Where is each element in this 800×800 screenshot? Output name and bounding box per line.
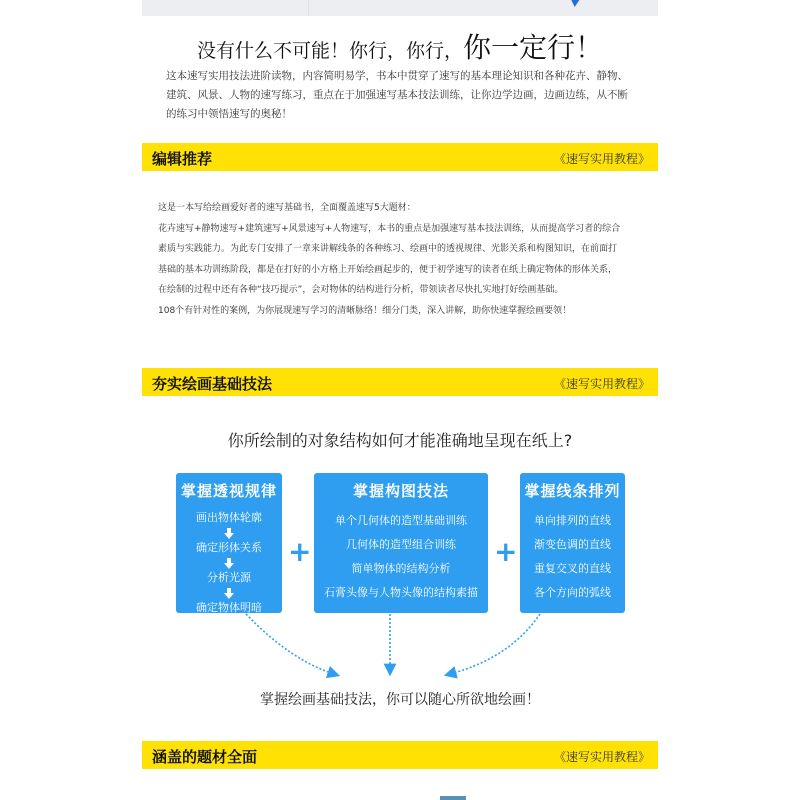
card-title: 掌握透视规律 (180, 482, 277, 500)
recommendation-line: 花卉速写+静物速写+建筑速写+风景速写+人物速写，本书的重点是加强速写基本技法训练，从而提高学习者的综合 (158, 223, 621, 234)
section-book-name: 《速写实用教程》 (553, 750, 650, 764)
plus-icon: + (494, 535, 518, 568)
card-item: 重复交叉的直线 (534, 562, 611, 575)
diagram-conclusion: 掌握绘画基础技法，你可以随心所欲地绘画！ (260, 692, 540, 708)
arrow-left-curve-icon (246, 614, 334, 674)
section-bar-subjects (142, 741, 658, 769)
card-title: 掌握线条排列 (524, 482, 621, 500)
section-title: 涵盖的题材全面 (152, 748, 258, 766)
arrow-right-curve-icon (450, 614, 540, 674)
section-title: 夯实绘画基础技法 (152, 375, 273, 393)
card-item: 确定形体关系 (196, 541, 262, 554)
intro-paragraph: 这本速写实用技法进阶读物，内容简明易学，书本中贯穿了速写的基本理论知识和各种花卉、静物、建筑、风景、人物的速写练习，重点在于加强速写基本技法训练，让你边学边画，边画边练，从不断的练习中领悟速写的奥秘！ (166, 70, 628, 120)
card-item: 简单物体的结构分析 (351, 562, 451, 575)
recommendation-line: 这是一本写给绘画爱好者的速写基础书，全面覆盖速写5大题材： (158, 203, 416, 213)
diagram-question: 你所绘制的对象结构如何才能准确地呈现在纸上? (227, 431, 573, 450)
recommendation-line: 108个有针对性的案例，为你展现速写学习的清晰脉络！细分门类，深入讲解，助你快速掌握绘画要领！ (158, 305, 572, 316)
card-item: 单个几何体的造型基础训练 (335, 514, 467, 527)
card-item: 画出物体轮廓 (196, 511, 262, 524)
card-item: 石膏头像与人物头像的结构素描 (324, 586, 478, 599)
card-item: 几何体的造型组合训练 (346, 538, 456, 551)
card-item: 分析光源 (207, 571, 251, 584)
recommendation-line: 素质与实践能力。为此专门安排了一章来讲解线条的各种练习、绘画中的透视规律、光影关系和构图知识，在前面打 (158, 244, 618, 254)
section-title: 编辑推荐 (152, 150, 213, 168)
card-item: 单向排列的直线 (534, 514, 611, 527)
card-item: 各个方向的弧线 (534, 586, 611, 599)
card-item: 渐变色调的直线 (534, 538, 611, 551)
bottom-image-edge (440, 796, 466, 800)
card-item: 确定物体明暗 (196, 601, 262, 614)
plus-icon: + (288, 535, 312, 568)
recommendation-line: 在绘制的过程中还有各种“技巧提示”，会对物体的结构进行分析，带领读者尽快扎实地打好绘画基础。 (158, 285, 564, 295)
card-title: 掌握构图技法 (352, 482, 449, 500)
headline-part2: 你一定行！ (463, 31, 604, 64)
section-book-name: 《速写实用教程》 (553, 152, 650, 166)
section-book-name: 《速写实用教程》 (553, 377, 650, 391)
recommendation-line: 基础的基本功训练阶段，都是在打好的小方格上开始绘画起步的，便于初学速写的读者在纸上确定物体的形体关系， (158, 264, 618, 275)
headline-part1: 没有什么不可能！你行，你行， (196, 40, 463, 62)
